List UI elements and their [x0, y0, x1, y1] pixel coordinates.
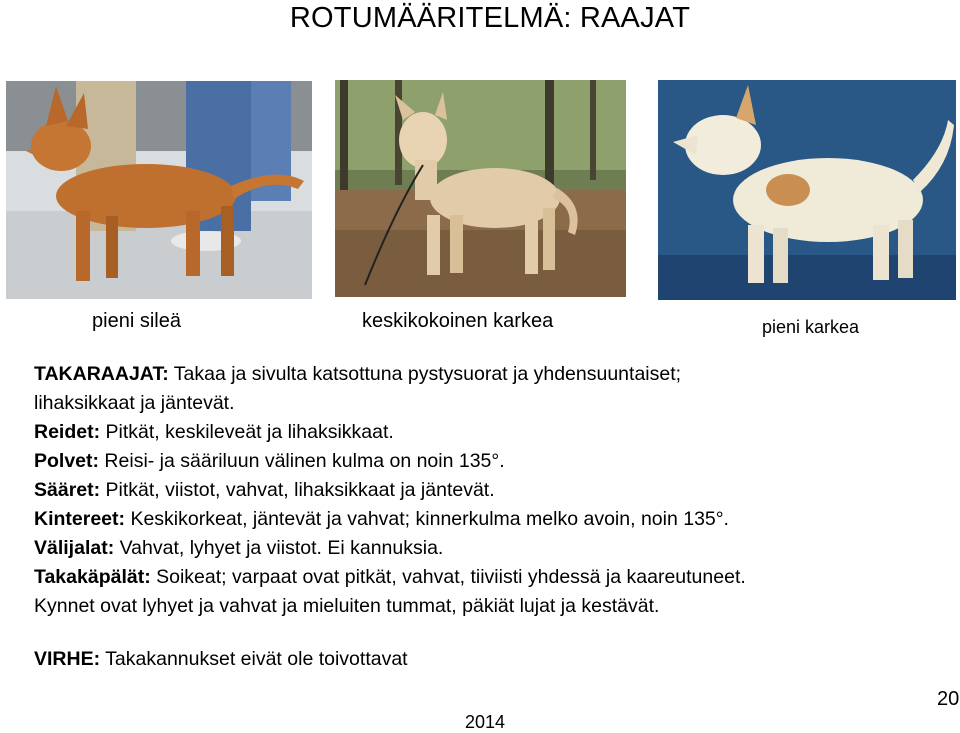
text-line: [34, 418, 934, 447]
description: Pitkät, viistot, vahvat, lihaksikkaat ja jäntevät.: [100, 479, 495, 501]
defect-note: [34, 648, 408, 671]
wire-coat-small-dog-photo: [658, 80, 956, 300]
term: TAKARAAJAT:: [34, 363, 169, 385]
description: lihaksikkaat ja jäntevät.: [34, 392, 235, 414]
caption-smooth-small: pieni sileä: [92, 310, 181, 332]
caption-wire-small: pieni karkea: [762, 317, 860, 337]
text-line: [34, 389, 934, 418]
text-line: [34, 534, 934, 563]
text-line: [34, 447, 934, 476]
term: Polvet:: [34, 450, 100, 472]
footer-year: 2014: [465, 712, 506, 732]
term: Kintereet:: [34, 508, 126, 530]
caption-wire-medium: keskikokoinen karkea: [362, 310, 554, 332]
term: Sääret:: [34, 479, 101, 501]
term: Välijalat:: [34, 537, 115, 559]
description: Pitkät, keskileveät ja lihaksikkaat.: [100, 421, 394, 443]
description: Takaa ja sivulta katsottuna pystysuorat ja yhdensuuntaiset;: [168, 363, 682, 385]
text-line: [34, 505, 934, 534]
defect-term: VIRHE:: [34, 648, 101, 670]
description: Vahvat, lyhyet ja viistot. Ei kannuksia.: [114, 537, 444, 559]
text-line: [34, 476, 934, 505]
page-number: 20: [937, 688, 960, 710]
text-line: [34, 563, 934, 592]
page-title: ROTUMÄÄRITELMÄ: RAAJAT: [289, 2, 691, 34]
defect-text: Takakannukset eivät ole toivottavat: [100, 648, 408, 670]
wire-coat-medium-dog-photo: [335, 80, 626, 297]
smooth-coat-small-dog-photo: [6, 81, 312, 299]
description: Kynnet ovat lyhyet ja vahvat ja mieluiten tummat, päkiät lujat ja kestävät.: [34, 595, 660, 617]
text-line: [34, 360, 934, 389]
term: Reidet:: [34, 421, 101, 443]
description: Soikeat; varpaat ovat pitkät, vahvat, tiiviisti yhdessä ja kaareutuneet.: [150, 566, 746, 588]
description: Keskikorkeat, jäntevät ja vahvat; kinnerkulma melko avoin, noin 135°.: [125, 508, 729, 530]
text-line: [34, 592, 934, 621]
description: Reisi- ja sääriluun välinen kulma on noin 135°.: [99, 450, 505, 472]
hindlimb-description: [34, 360, 934, 621]
term: Takakäpälät:: [34, 566, 151, 588]
